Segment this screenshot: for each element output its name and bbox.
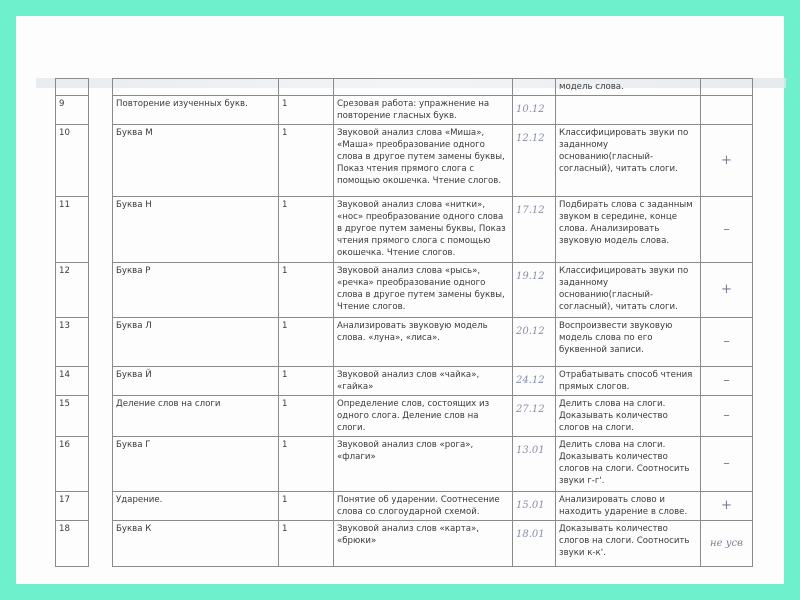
topic-cell: Ударение.: [113, 492, 279, 521]
hours-cell: 1: [279, 125, 334, 197]
topic-cell: Буква Н: [113, 197, 279, 263]
lesson-plan-table: [55, 78, 753, 567]
result-cell: Подбирать слова с заданным звуком в середине, конце слова. Анализировать звуковую модель слова.: [556, 197, 701, 263]
date-cell: 15.01: [513, 492, 556, 521]
content-cell: Определение слов, состоящих из одного слога. Деление слов на слоги.: [334, 396, 513, 437]
hours-cell: 1: [279, 521, 334, 567]
blank-cell: [89, 197, 113, 263]
hours-cell: 1: [279, 437, 334, 492]
date-cell: 12.12: [513, 125, 556, 197]
mark-cell: –: [701, 367, 753, 396]
mark-cell: –: [701, 318, 753, 367]
lesson-number-cell: 14: [56, 367, 89, 396]
date-cell: 20.12: [513, 318, 556, 367]
lesson-number-cell: 18: [56, 521, 89, 567]
content-cell: Срезовая работа: упражнение на повторение гласных букв.: [334, 96, 513, 125]
content-cell: Анализировать звуковую модель слова. «луна», «лиса».: [334, 318, 513, 367]
topic-cell: Буква М: [113, 125, 279, 197]
mark-cell: +: [701, 125, 753, 197]
result-cell: модель слова.: [556, 79, 701, 96]
result-cell: Делить слова на слоги. Доказывать количество слогов на слоги.: [556, 396, 701, 437]
table-row: [56, 263, 753, 318]
mark-cell: –: [701, 197, 753, 263]
date-cell: 18.01: [513, 521, 556, 567]
lesson-number-cell: 10: [56, 125, 89, 197]
date-cell: 13.01: [513, 437, 556, 492]
date-cell: 19.12: [513, 263, 556, 318]
content-cell: Звуковой анализ слов «рога», «флаги»: [334, 437, 513, 492]
content-cell: Звуковой анализ слова «нитки», «нос» преобразование одного слова в другое путем замены буквы, Показ чтения прямого слога с помощью окошечка. Чтение слогов.: [334, 197, 513, 263]
content-cell: Звуковой анализ слов «чайка», «гайка»: [334, 367, 513, 396]
blank-cell: [89, 492, 113, 521]
topic-cell: Деление слов на слоги: [113, 396, 279, 437]
topic-cell: Буква К: [113, 521, 279, 567]
topic-cell: Буква Й: [113, 367, 279, 396]
content-cell: Звуковой анализ слова «Миша», «Маша» преобразование одного слова в другое путем замены буквы, Показ чтения прямого слога с помощью окошечка. Чтение слогов.: [334, 125, 513, 197]
date-cell: 10.12: [513, 96, 556, 125]
blank-cell: [89, 437, 113, 492]
result-cell: Классифицировать звуки по заданному основанию(гласный-согласный), читать слоги.: [556, 263, 701, 318]
date-cell: 27.12: [513, 396, 556, 437]
blank-cell: [89, 263, 113, 318]
content-cell: Звуковой анализ слов «карта», «брюки»: [334, 521, 513, 567]
table-row-continued: [56, 79, 753, 96]
mark-cell: +: [701, 492, 753, 521]
lesson-number-cell: 12: [56, 263, 89, 318]
blank-cell: [89, 521, 113, 567]
result-cell: Воспроизвести звуковую модель слова по его буквенной записи.: [556, 318, 701, 367]
table-row: [56, 125, 753, 197]
lesson-number-cell: 17: [56, 492, 89, 521]
hours-cell: 1: [279, 263, 334, 318]
result-cell: Делить слова на слоги. Доказывать количество слогов на слоги. Соотносить звуки г-г'.: [556, 437, 701, 492]
hours-cell: 1: [279, 367, 334, 396]
mark-cell: +: [701, 263, 753, 318]
blank-cell: [89, 318, 113, 367]
result-cell: Анализировать слово и находить ударение в слове.: [556, 492, 701, 521]
hours-cell: 1: [279, 197, 334, 263]
blank-cell: [89, 125, 113, 197]
mark-cell: [701, 96, 753, 125]
table-row: [56, 197, 753, 263]
table-row: [56, 492, 753, 521]
mark-cell: –: [701, 396, 753, 437]
hours-cell: 1: [279, 396, 334, 437]
table-row: [56, 367, 753, 396]
topic-cell: Буква Л: [113, 318, 279, 367]
blank-cell: [89, 367, 113, 396]
date-cell: 17.12: [513, 197, 556, 263]
result-cell: Классифицировать звуки по заданному основанию(гласный-согласный), читать слоги.: [556, 125, 701, 197]
lesson-number-cell: 11: [56, 197, 89, 263]
hours-cell: 1: [279, 318, 334, 367]
hours-cell: 1: [279, 492, 334, 521]
mark-cell: –: [701, 437, 753, 492]
mark-cell: не усв: [701, 521, 753, 567]
blank-cell: [89, 96, 113, 125]
table-row: [56, 437, 753, 492]
hours-cell: 1: [279, 96, 334, 125]
date-cell: 24.12: [513, 367, 556, 396]
content-cell: Понятие об ударении. Соотнесение слова со слогоударной схемой.: [334, 492, 513, 521]
table-row: [56, 318, 753, 367]
table-row: [56, 396, 753, 437]
content-cell: Звуковой анализ слова «рысь», «речка» преобразование одного слова в другое путем замены буквы, Чтение слогов.: [334, 263, 513, 318]
topic-cell: Буква Г: [113, 437, 279, 492]
table-row: [56, 521, 753, 567]
result-cell: Доказывать количество слогов на слоги. Соотносить звуки к-к'.: [556, 521, 701, 567]
lesson-number-cell: 13: [56, 318, 89, 367]
result-cell: Отрабатывать способ чтения прямых слогов.: [556, 367, 701, 396]
table-row: [56, 96, 753, 125]
lesson-number-cell: 9: [56, 96, 89, 125]
lesson-number-cell: 16: [56, 437, 89, 492]
blank-cell: [89, 396, 113, 437]
topic-cell: Повторение изученных букв.: [113, 96, 279, 125]
lesson-number-cell: 15: [56, 396, 89, 437]
result-cell: [556, 96, 701, 125]
topic-cell: Буква Р: [113, 263, 279, 318]
